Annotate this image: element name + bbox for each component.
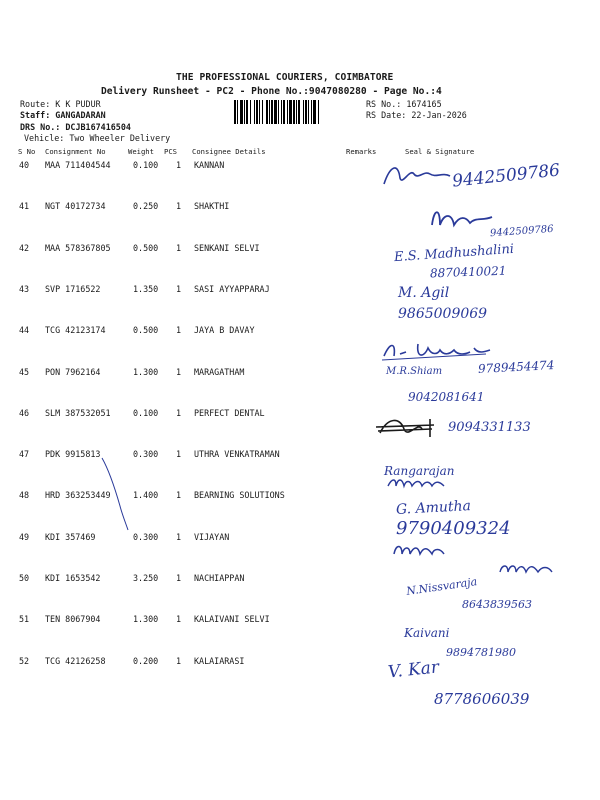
row-consignment-no: PON 7962164 bbox=[45, 367, 101, 377]
row-weight: 1.350 bbox=[133, 284, 159, 294]
signature-r49-tamil bbox=[392, 542, 452, 560]
row-weight: 0.300 bbox=[133, 532, 159, 542]
barcode-bar bbox=[298, 100, 300, 124]
barcode-bar bbox=[254, 100, 255, 124]
barcode-bar bbox=[237, 100, 238, 124]
signature-r42-phone: 8870410021 bbox=[429, 263, 507, 281]
barcode-bar bbox=[287, 100, 288, 124]
row-consignment-no: KDI 357469 bbox=[45, 532, 96, 542]
row-consignee: UTHRA VENKATRAMAN bbox=[194, 449, 280, 459]
barcode-bar bbox=[308, 100, 309, 124]
barcode-bar bbox=[250, 100, 251, 124]
signature-r46-phone: 9094331133 bbox=[448, 420, 531, 435]
row-consignment-no: MAA 578367805 bbox=[45, 243, 111, 253]
row-pcs: 1 bbox=[176, 160, 182, 170]
barcode-bar bbox=[259, 100, 260, 124]
row-sno: 41 bbox=[19, 201, 30, 211]
row-weight: 1.300 bbox=[133, 614, 159, 624]
row-sno: 49 bbox=[19, 532, 30, 542]
row-consignee: SENKANI SELVI bbox=[194, 243, 260, 253]
pen-stroke bbox=[98, 452, 138, 532]
signature-r42-name: E.S. Madhushalini bbox=[393, 241, 515, 266]
staff-label: Staff: GANGADARAN bbox=[20, 110, 106, 120]
row-weight: 0.200 bbox=[133, 656, 159, 666]
row-pcs: 1 bbox=[176, 614, 182, 624]
row-consignee: NACHIAPPAN bbox=[194, 573, 245, 583]
row-sno: 52 bbox=[19, 656, 30, 666]
barcode-bar bbox=[318, 100, 319, 124]
row-sno: 50 bbox=[19, 573, 30, 583]
barcode-bar bbox=[281, 100, 282, 124]
row-weight: 3.250 bbox=[133, 573, 159, 583]
company-title: THE PROFESSIONAL COURIERS, COIMBATORE bbox=[176, 72, 394, 83]
barcode-bar bbox=[278, 100, 279, 124]
signature-r45-name: M.R.Shiam bbox=[386, 366, 443, 377]
signature-r52-name: V. Kar bbox=[387, 657, 440, 683]
row-weight: 0.100 bbox=[133, 160, 159, 170]
signature-r48-phone: 9790409324 bbox=[396, 518, 511, 539]
row-weight: 0.500 bbox=[133, 325, 159, 335]
row-sno: 51 bbox=[19, 614, 30, 624]
barcode-bar bbox=[274, 100, 277, 124]
signature-r43-name: M. Agil bbox=[398, 285, 450, 301]
row-consignee: BEARNING SOLUTIONS bbox=[194, 490, 285, 500]
row-sno: 45 bbox=[19, 367, 30, 377]
signature-r40-phone: 9442509786 bbox=[451, 160, 561, 192]
col-sno: S No bbox=[18, 147, 36, 156]
row-consignee: SASI AYYAPPARAJ bbox=[194, 284, 270, 294]
row-consignee: MARAGATHAM bbox=[194, 367, 245, 377]
signature-r44-scribble bbox=[378, 338, 498, 364]
row-consignment-no: KDI 1653542 bbox=[45, 573, 101, 583]
row-weight: 0.100 bbox=[133, 408, 159, 418]
barcode-bar bbox=[313, 100, 316, 124]
signature-r51-phone: 9894781980 bbox=[446, 646, 516, 659]
row-consignee: PERFECT DENTAL bbox=[194, 408, 265, 418]
signature-r50-phone: 8643839563 bbox=[462, 598, 532, 611]
barcode-bar bbox=[244, 100, 245, 124]
row-pcs: 1 bbox=[176, 408, 182, 418]
row-consignee: VIJAYAN bbox=[194, 532, 230, 542]
col-weight: Weight bbox=[128, 147, 154, 156]
row-consignment-no: PDK 9915813 bbox=[45, 449, 101, 459]
barcode-bar bbox=[289, 100, 292, 124]
row-pcs: 1 bbox=[176, 325, 182, 335]
row-consignee: JAYA B DAVAY bbox=[194, 325, 255, 335]
row-pcs: 1 bbox=[176, 490, 182, 500]
row-pcs: 1 bbox=[176, 532, 182, 542]
row-pcs: 1 bbox=[176, 449, 182, 459]
row-pcs: 1 bbox=[176, 573, 182, 583]
barcode-bar bbox=[305, 100, 307, 124]
col-pcs: PCS bbox=[164, 147, 177, 156]
row-pcs: 1 bbox=[176, 367, 182, 377]
row-consignment-no: SVP 1716522 bbox=[45, 284, 101, 294]
row-weight: 0.500 bbox=[133, 243, 159, 253]
barcode-bar bbox=[271, 100, 273, 124]
row-consignee: KALAIVANI SELVI bbox=[194, 614, 270, 624]
row-consignment-no: MAA 711404544 bbox=[45, 160, 111, 170]
signature-r43-phone: 9865009069 bbox=[398, 306, 488, 322]
row-pcs: 1 bbox=[176, 656, 182, 666]
signature-r48-name: G. Amutha bbox=[395, 498, 472, 518]
row-sno: 43 bbox=[19, 284, 30, 294]
signature-r41-scribble bbox=[426, 203, 496, 233]
row-sno: 48 bbox=[19, 490, 30, 500]
signature-r45-phone2: 9042081641 bbox=[408, 390, 485, 404]
barcode bbox=[234, 100, 362, 124]
signature-r50-tamil bbox=[498, 560, 558, 578]
row-sno: 44 bbox=[19, 325, 30, 335]
drs-number: DRS No.: DCJB167416504 bbox=[20, 122, 131, 132]
row-consignment-no: TCG 42126258 bbox=[45, 656, 106, 666]
row-pcs: 1 bbox=[176, 243, 182, 253]
barcode-bar bbox=[256, 100, 258, 124]
barcode-bar bbox=[266, 100, 268, 124]
row-pcs: 1 bbox=[176, 284, 182, 294]
route-label: Route: K K PUDUR bbox=[20, 99, 101, 109]
signature-r40-scribble bbox=[380, 160, 460, 190]
row-weight: 0.250 bbox=[133, 201, 159, 211]
barcode-bar bbox=[262, 100, 263, 124]
signature-r47-name: Rangarajan bbox=[384, 464, 455, 478]
row-consignee: SHAKTHI bbox=[194, 201, 230, 211]
signature-r51-name: Kaivani bbox=[404, 626, 450, 640]
barcode-bar bbox=[303, 100, 304, 124]
row-consignment-no: NGT 40172734 bbox=[45, 201, 106, 211]
row-consignment-no: TCG 42123174 bbox=[45, 325, 106, 335]
signature-r45-phone1: 9789454474 bbox=[477, 358, 555, 376]
signature-r50-name: N.Nissvaraja bbox=[405, 575, 478, 598]
col-seal-signature: Seal & Signature bbox=[405, 147, 475, 156]
vehicle-label: Vehicle: Two Wheeler Delivery bbox=[24, 133, 171, 143]
row-weight: 0.300 bbox=[133, 449, 159, 459]
row-sno: 47 bbox=[19, 449, 30, 459]
row-pcs: 1 bbox=[176, 201, 182, 211]
signature-r52-phone: 8778606039 bbox=[434, 690, 530, 708]
col-remarks: Remarks bbox=[346, 147, 377, 156]
barcode-bar bbox=[296, 100, 297, 124]
signature-r46-scribble bbox=[374, 415, 440, 441]
row-consignee: KANNAN bbox=[194, 160, 225, 170]
row-weight: 1.300 bbox=[133, 367, 159, 377]
barcode-bar bbox=[293, 100, 295, 124]
row-sno: 46 bbox=[19, 408, 30, 418]
rs-number: RS No.: 1674165 bbox=[366, 99, 442, 109]
barcode-bar bbox=[240, 100, 243, 124]
col-consignment: Consignment No bbox=[45, 147, 106, 156]
signature-r41-phone: 9442509786 bbox=[489, 223, 554, 240]
barcode-bar bbox=[269, 100, 270, 124]
row-weight: 1.400 bbox=[133, 490, 159, 500]
row-consignment-no: SLM 387532051 bbox=[45, 408, 111, 418]
barcode-bar bbox=[246, 100, 248, 124]
row-sno: 42 bbox=[19, 243, 30, 253]
runsheet-title: Delivery Runsheet - PC2 - Phone No.:9047080280 - Page No.:4 bbox=[101, 86, 442, 97]
row-sno: 40 bbox=[19, 160, 30, 170]
signature-r47-tamil bbox=[386, 476, 466, 492]
col-consignee: Consignee Details bbox=[192, 147, 266, 156]
rs-date: RS Date: 22-Jan-2026 bbox=[366, 110, 467, 120]
row-consignment-no: TEN 8067904 bbox=[45, 614, 101, 624]
barcode-bar bbox=[234, 100, 236, 124]
row-consignee: KALAIARASI bbox=[194, 656, 245, 666]
barcode-bar bbox=[311, 100, 312, 124]
barcode-bar bbox=[283, 100, 285, 124]
row-consignment-no: HRD 363253449 bbox=[45, 490, 111, 500]
